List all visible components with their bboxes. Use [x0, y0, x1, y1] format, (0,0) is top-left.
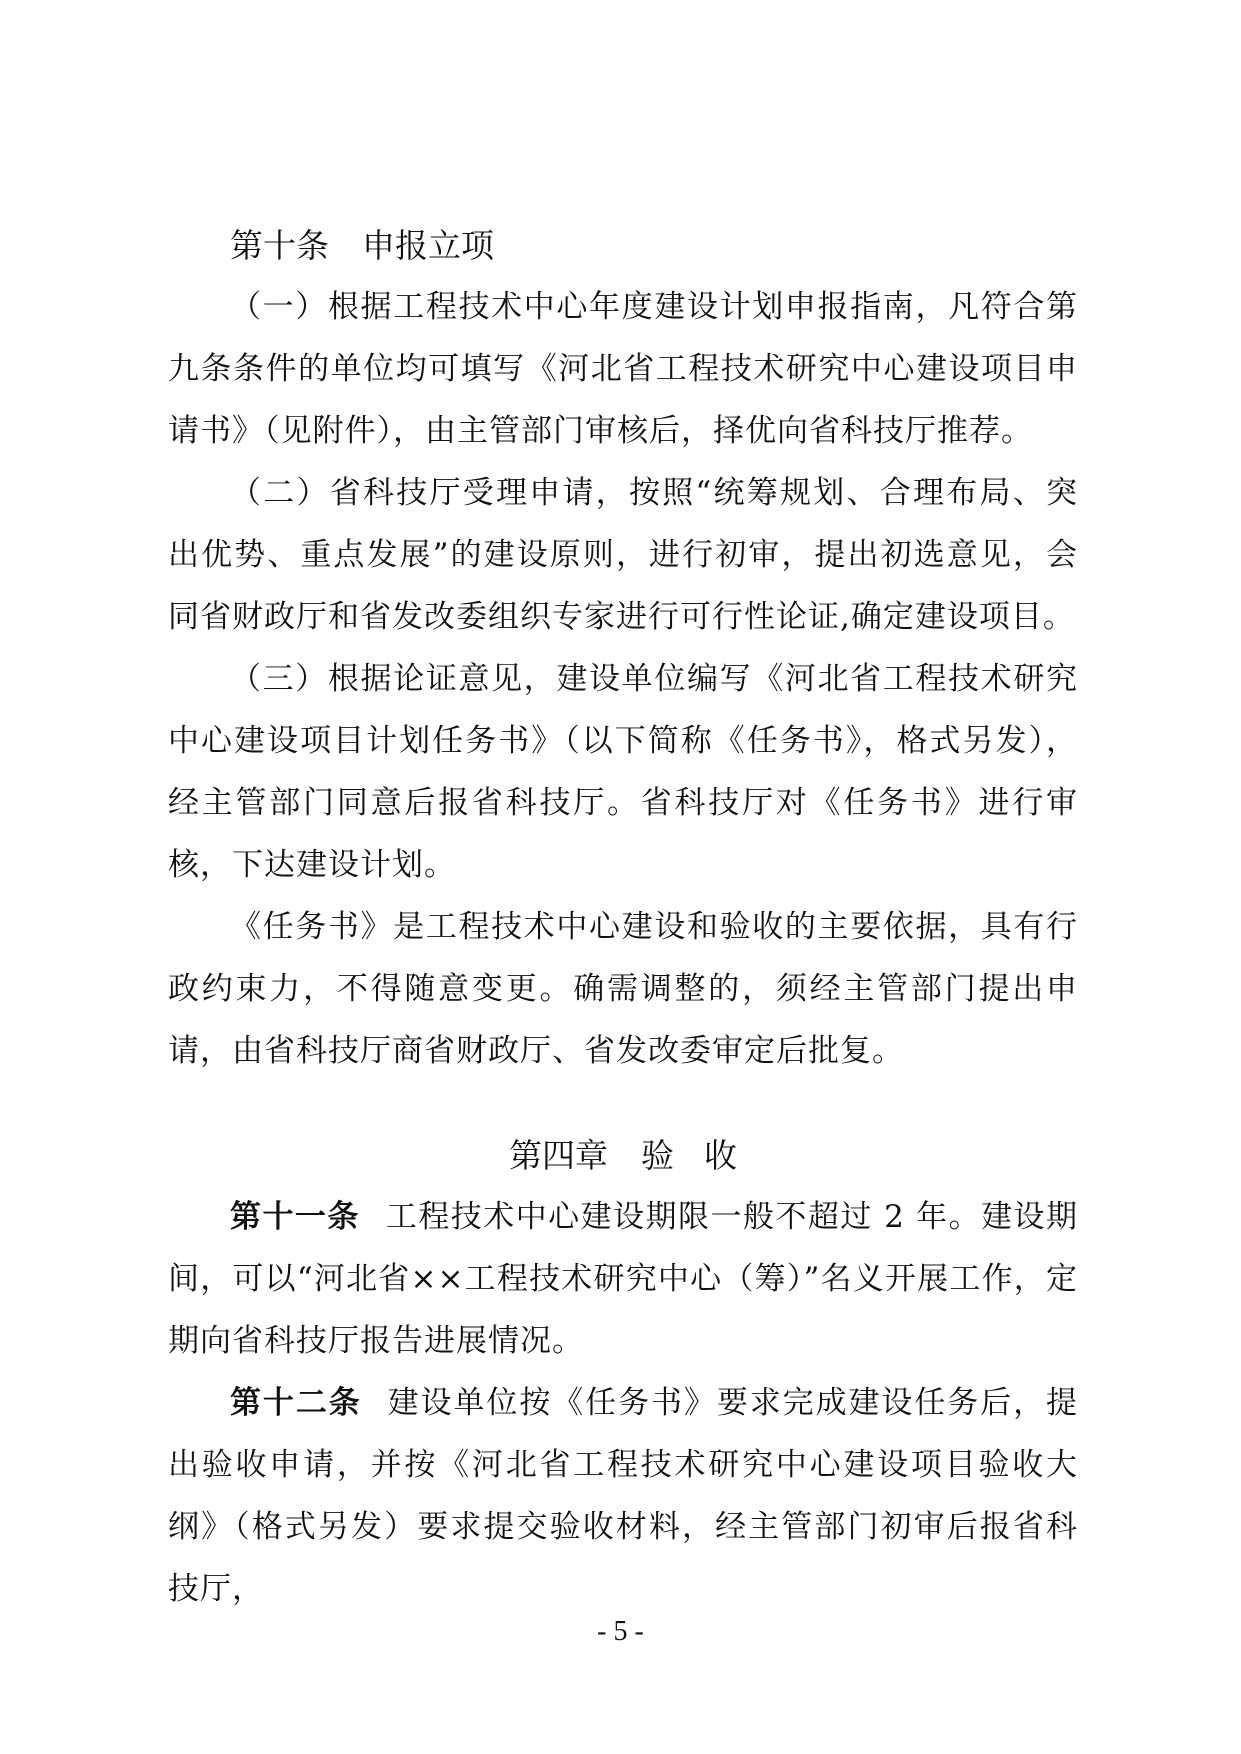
article-12-text: 建设单位按《任务书》要求完成建设任务后，提出验收申请，并按《河北省工程技术研究中心建设项目验收大纲》（格式另发）要求提交验收材料，经主管部门初审后报省科技厅，	[168, 1385, 1079, 1607]
article-12-paragraph	[168, 1372, 1078, 1620]
chapter-4-label: 第四章	[509, 1136, 608, 1175]
page-number: - 5 -	[597, 1616, 644, 1647]
article-11-label: 第十一条	[230, 1199, 360, 1235]
page-content	[168, 216, 1078, 1620]
chapter-4-heading	[168, 1126, 1078, 1186]
chapter-4-title-char-1: 验	[641, 1136, 674, 1175]
chapter-4-title-char-2: 收	[704, 1136, 737, 1175]
article-10-paragraph-4: 《任务书》是工程技术中心建设和验收的主要依据，具有行政约束力，不得随意变更。确需调整的，须经主管部门提出申请，由省科技厅商省财政厅、省发改委审定后批复。	[168, 909, 1078, 1069]
article-10-heading	[230, 216, 1078, 276]
article-10-label: 第十条	[230, 226, 329, 265]
article-10-paragraph-2: （二）省科技厅受理申请，按照“统筹规划、合理布局、突出优势、重点发展”的建设原则，进行初审，提出初选意见，会同省财政厅和省发改委组织专家进行可行性论证,确定建设项目。	[168, 475, 1078, 635]
article-10-paragraph-3: （三）根据论证意见，建设单位编写《河北省工程技术研究中心建设项目计划任务书》（以下简称《任务书》，格式另发），经主管部门同意后报省科技厅。省科技厅对《任务书》进行审核，下达建设计划。	[168, 661, 1078, 883]
article-11-text: 工程技术中心建设期限一般不超过 2 年。建设期间，可以“河北省××工程技术研究中心（筹）”名义开展工作，定期向省科技厅报告进展情况。	[168, 1199, 1079, 1359]
article-11-paragraph	[168, 1186, 1078, 1372]
article-10-title: 申报立项	[362, 226, 494, 265]
article-12-label: 第十二条	[230, 1385, 362, 1421]
article-10-paragraph-1: （一）根据工程技术中心年度建设计划申报指南，凡符合第九条条件的单位均可填写《河北省工程技术研究中心建设项目申请书》（见附件），由主管部门审核后，择优向省科技厅推荐。	[168, 289, 1078, 449]
